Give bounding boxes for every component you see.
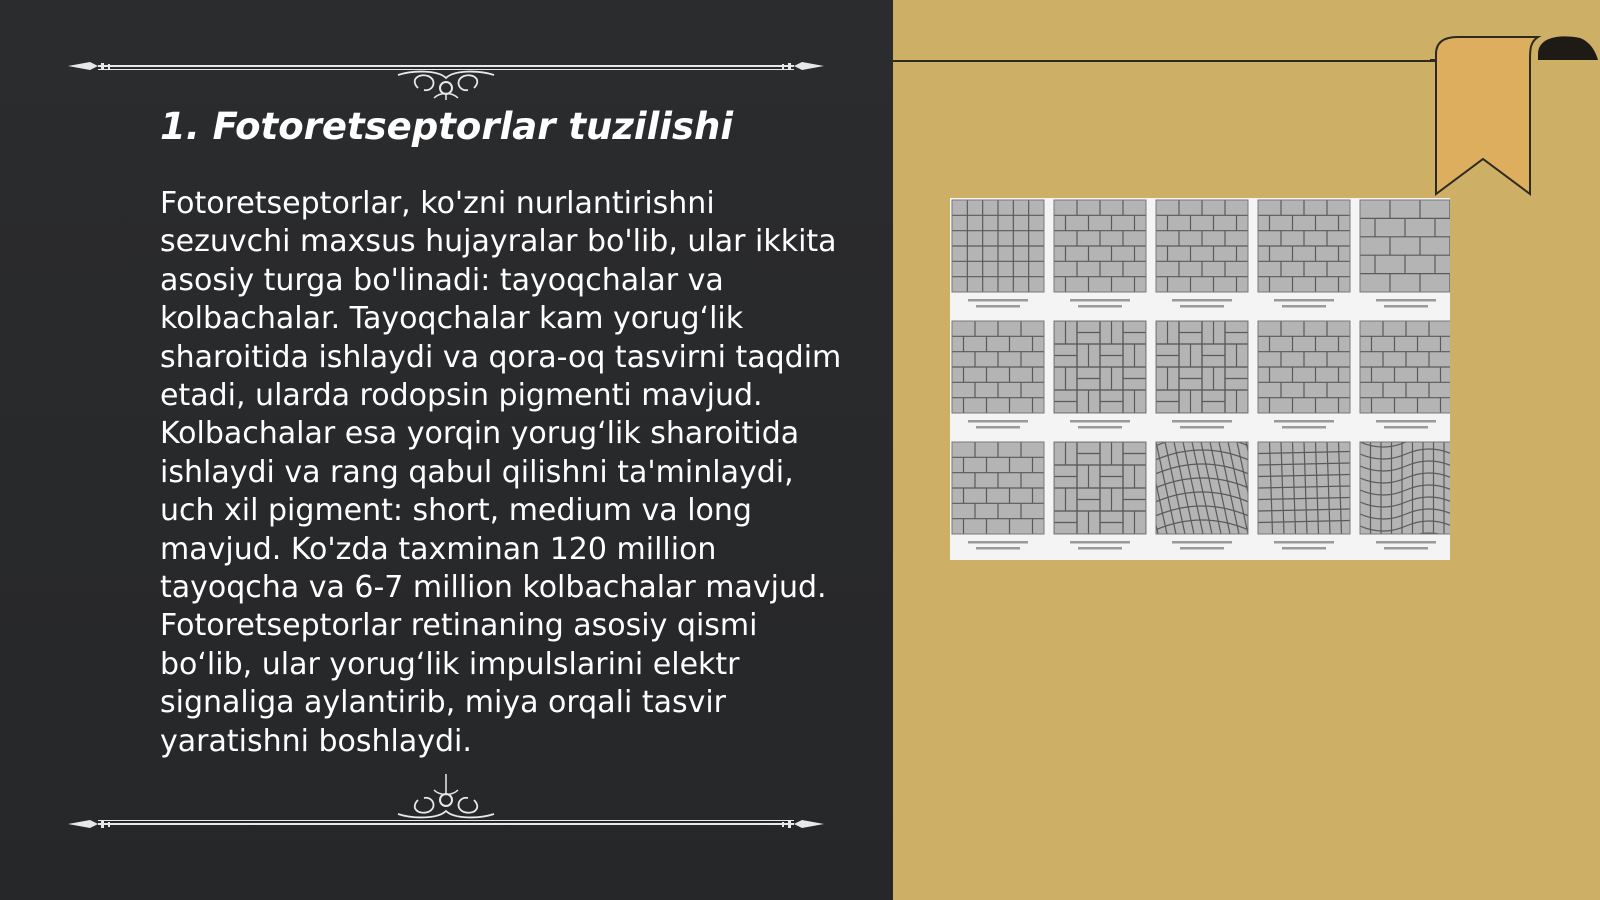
tile-pattern-basket	[1054, 321, 1146, 429]
tile-pattern-brick-mixed	[1258, 321, 1350, 429]
tile-pattern-brick-wide	[1360, 200, 1450, 308]
ornament-top-icon	[68, 40, 824, 100]
tile-pattern-brick	[1360, 321, 1450, 429]
tile-pattern-brick	[1156, 200, 1248, 308]
slide-body-text: Fotoretseptorlar, ko'zni nurlantirishni sezuvchi maxsus hujayralar bo'lib, ular ikkita asosiy turga bo'linadi: tayoqchalar va kolbachalar. Tayoqchalar kam yorug‘lik sharoitida ishlaydi va qora-oq tasvirni taqdim etadi, ularda rodopsin pigmenti mavjud. Kolbachalar esa yorqin yorug‘lik sharoitida ishlaydi va rang qabul qilishni ta'minlaydi, uch xil pigment: short, medium va long mavjud. Ko'zda taxminan 120 million tayoqcha va 6-7 million kolbachalar mavjud. Fotoretseptorlar retinaning asosiy qismi bo‘lib, ular yorug‘lik impulslarini elektr signaliga aylantirib, miya orqali tasvir yaratishni boshlaydi.	[160, 186, 842, 759]
bookmark-ribbon-icon	[1430, 32, 1600, 204]
paving-tile-patterns-image	[950, 198, 1450, 560]
tile-pattern-basket	[1156, 321, 1248, 429]
ornament-bottom-icon	[68, 770, 824, 830]
tile-pattern-grid	[952, 200, 1044, 308]
tile-pattern-wave	[1360, 437, 1450, 550]
tile-pattern-brick	[952, 321, 1044, 429]
tile-pattern-brick	[1258, 200, 1350, 308]
tile-pattern-cobble	[1258, 442, 1350, 550]
tile-pattern-basket	[1054, 442, 1146, 550]
tile-pattern-brick	[952, 442, 1044, 550]
tile-pattern-brick	[1054, 200, 1146, 308]
slide-title: 1. Fotoretseptorlar tuzilishi	[160, 105, 734, 148]
divider-line	[893, 60, 1453, 62]
